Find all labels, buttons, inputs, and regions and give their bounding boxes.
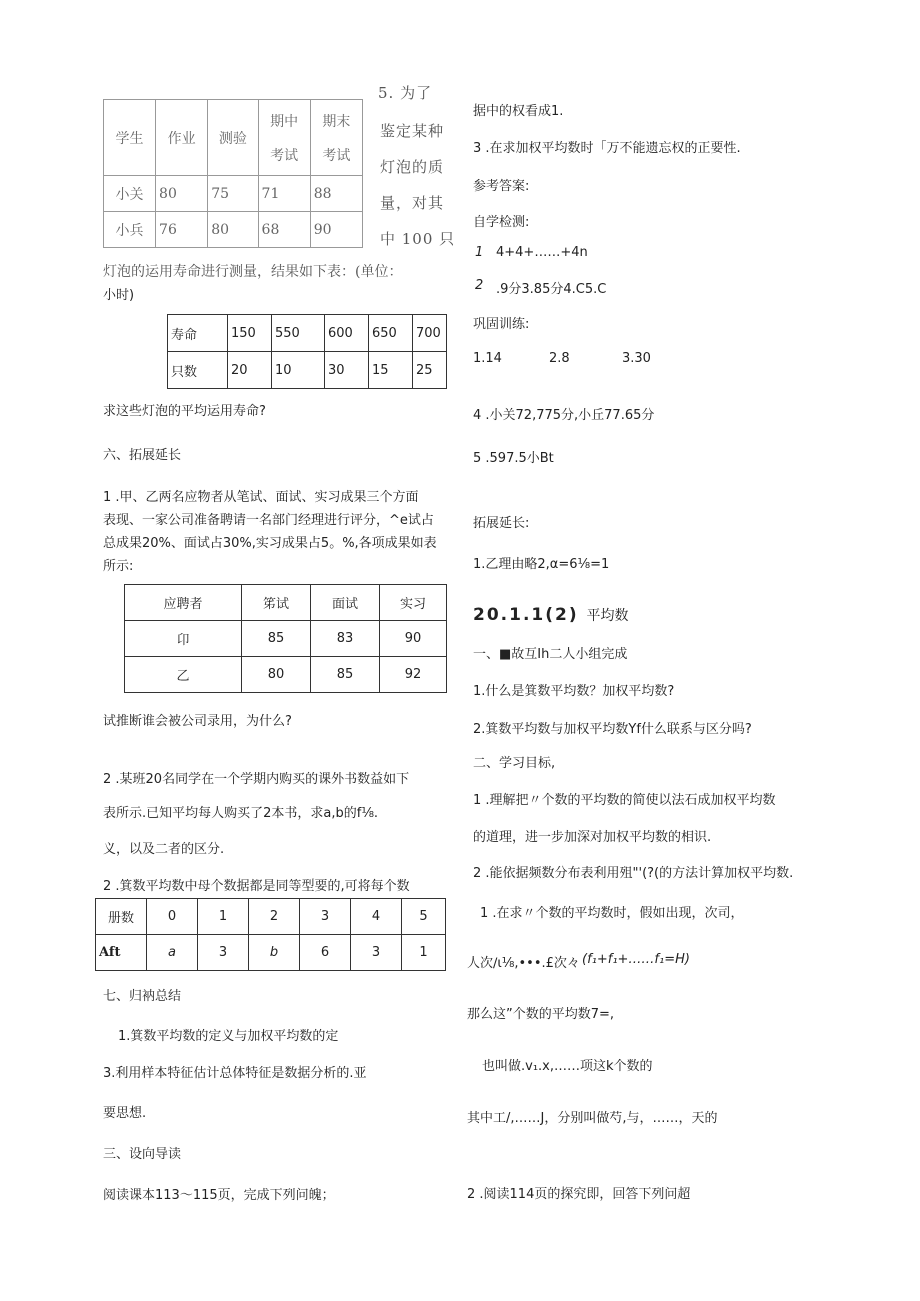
table-row [125,621,447,657]
cell: 15 [369,352,413,389]
study-2b: (f₁+f₁+……f₁=H) [582,952,690,967]
goal-1a: 1 .理解把〃个数的平均数的简使以法石成加权平均数 [473,793,776,808]
table-row [96,899,446,935]
r-line-1: 据中的权看成1. [473,104,564,119]
cell: 1 [402,935,446,971]
books-table [95,898,446,971]
reference-answers-heading: 参考答案: [473,179,530,194]
ext2-line: 2 .某班20名同学在一个学期内购买的课外书数益如下 [103,772,410,787]
cell: 75 [208,176,258,212]
header-midterm [258,100,310,176]
cell: 85 [242,621,311,657]
cell: 700 [413,315,447,352]
extend-heading: 拓展延长: [473,516,530,531]
header-applicant: 应聘者 [125,585,242,621]
consolidate-answer: 1.14 [473,351,502,366]
cell: 600 [325,315,369,352]
header-student: 学生 [104,100,156,176]
summary-1: 1.箕数平均数的定义与加权平均数的定 [118,1029,339,1044]
study-6: 2 .阅读114页的探究即，回答下列问超 [467,1187,691,1202]
cell: 71 [258,176,310,212]
q5-side-line: 量，对其 [380,194,445,212]
cell: 6 [300,935,351,971]
header-midterm-line1: 期中 [270,113,299,130]
cell: 3 [300,899,351,935]
cell: 2 [249,899,300,935]
section-three-heading: 三、设向导读 [103,1147,182,1162]
r-line-2: 3 .在求加权平均数时「万不能遗忘权的正要性. [473,141,741,156]
cell: 150 [228,315,272,352]
cell: 80 [242,657,311,693]
cell: 85 [311,657,380,693]
ext1-line: 表现、一家公司准备聘请一名部门经理进行评分，^e试占 [103,513,434,528]
cell: 90 [380,621,447,657]
cell: b [249,935,300,971]
header-people: Aft [96,935,147,971]
header-books: 册数 [96,899,147,935]
lesson-name: 平均数 [586,608,629,624]
cell: 4 [351,899,402,935]
study-2a: 人次∕ι⅛,•••.£次々 [467,956,580,971]
cell: 25 [413,352,447,389]
cell: 只数 [168,352,228,389]
cell: 92 [380,657,447,693]
ext2-tail: 义，以及二者的区分. [103,842,225,857]
consolidate-answer: 2.8 [549,351,570,366]
q5-unit: 小时) [103,288,135,303]
self-check-2-number: 2 [475,278,484,293]
q5-side-line: 5. 为了 [378,84,433,102]
cell: 83 [311,621,380,657]
cell: 5 [402,899,446,935]
section-six-heading: 六、拓展延长 [103,448,182,463]
table-row [168,352,447,389]
consolidate-answer: 3.30 [622,351,651,366]
cell: 68 [258,212,310,248]
table-row [125,657,447,693]
header-written: 笫试 [242,585,311,621]
table-row [168,315,447,352]
student-score-table [103,99,363,248]
header-quiz: 测验 [208,100,258,176]
header-interview: 面试 [311,585,380,621]
cell: 寿命 [168,315,228,352]
lesson-title [473,605,629,625]
consolidate-answer-4: 4 .小关72,775分,小丘77.65分 [473,408,655,423]
section-seven-heading: 七、归衲总结 [103,989,182,1004]
cell: 小兵 [104,212,156,248]
cell: 1 [198,899,249,935]
q5-side-line: 中 100 只 [380,230,456,248]
q5-side-line: 灯泡的质 [380,158,445,176]
header-final-line2: 考试 [322,147,351,164]
study-3: 那么这”个数的平均数7=, [467,1007,615,1022]
table-row [104,176,363,212]
header-final [310,100,362,176]
consolidate-answer-5: 5 .597.5小Bt [473,451,554,466]
header-internship: 实习 [380,585,447,621]
q5-question: 求这些灯泡的平均运用寿命? [103,404,266,419]
summary-3b: 要思想. [103,1106,147,1121]
self-check-2: .9分3.85分4.C5.C [496,282,607,297]
consolidate-heading: 巩固训练: [473,317,530,332]
cell: 10 [272,352,325,389]
applicant-table [124,584,447,693]
ext2-line: 表所示.已知平均每人购买了2本书，求a,b的f⅛. [103,806,379,821]
cell: 80 [208,212,258,248]
cell: 3 [351,935,402,971]
header-homework: 作业 [156,100,208,176]
cell: 卬 [125,621,242,657]
self-check-1: 4+4+……+4n [496,245,588,260]
ext1-question: 试推断谁会被公司录用，为什么? [103,714,292,729]
cell: 650 [369,315,413,352]
goal-1b: 的道理，进一步加深对加权平均数的相识. [473,830,712,845]
cell: 0 [147,899,198,935]
cell: 80 [156,176,208,212]
q5-side-line: 鉴定某种 [380,122,445,140]
cell: 乙 [125,657,242,693]
part-one-heading: 一、■故互Ih二人小组完成 [473,647,628,662]
ext1-line: 总成果20%、面试占30%,实习成果占5。%,各项成果如表 [103,536,437,551]
reading-instruction: 阅读课本113～115页，完成下列问魄； [103,1188,335,1203]
self-check-heading: 自学检测: [473,215,530,230]
goal-2: 2 .能依据频数分布表利用殂"'(?(的方法计算加权平均数. [473,866,794,881]
ext2-note: 2 .箕数平均数中母个数据都是同等型要的,可将每个数 [103,879,410,894]
table-row [125,585,447,621]
part-one-q2: 2.箕数平均数与加权平均数Yf什么联系与区分吗? [473,722,752,737]
header-midterm-line2: 考试 [270,147,299,164]
study-4: 也叫做.v₁.x,……项这k个数的 [482,1059,653,1074]
header-final-line1: 期末 [322,113,351,130]
part-two-heading: 二、学习目标, [473,756,556,771]
summary-3: 3.利用样本特征估计总体特征是数据分析的.亚 [103,1066,367,1081]
table-row [96,935,446,971]
ext1-line: 所示: [103,559,134,574]
ext1-line: 1 .甲、乙两名应物者从笔试、面试、实习成果三个方面 [103,490,419,505]
part-one-q1: 1.什么是箕数平均数？加权平均数? [473,684,675,699]
cell: 20 [228,352,272,389]
cell: a [147,935,198,971]
lesson-number: 20.1.1(2) [473,605,579,625]
table-row [104,212,363,248]
cell: 76 [156,212,208,248]
cell: 88 [310,176,362,212]
cell: 3 [198,935,249,971]
lifespan-table [167,314,447,389]
self-check-1-number: 1 [475,245,484,260]
cell: 小关 [104,176,156,212]
cell: 550 [272,315,325,352]
study-5: 其中工/,……J，分别叫做芍,与，……，天的 [467,1111,718,1126]
cell: 30 [325,352,369,389]
extend-answer: 1.乙理由略2,α=6⅛=1 [473,557,610,572]
study-1: 1 .在求〃个数的平均数时，假如出现，次司， [480,906,744,921]
q5-text: 灯泡的运用寿命进行测量，结果如下表：(单位： [103,264,403,280]
cell: 90 [310,212,362,248]
